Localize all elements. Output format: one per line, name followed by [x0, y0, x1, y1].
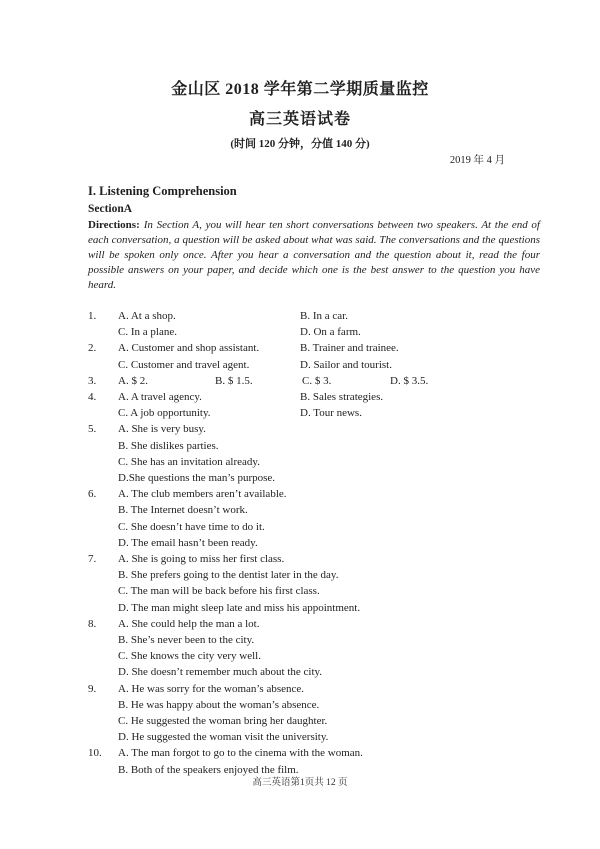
option-line: [118, 583, 540, 599]
answer-option: C. She has an invitation already.: [118, 455, 260, 468]
exam-subtitle: 高三英语试卷: [248, 111, 351, 128]
question-number: 7.: [88, 553, 97, 566]
question-row: [88, 308, 540, 340]
option-line: [118, 486, 540, 502]
exam-date: 2019 年 4 月: [449, 155, 505, 166]
option-line: [118, 438, 540, 454]
question-row: [88, 486, 540, 551]
answer-option: B. Trainer and trainee.: [300, 342, 399, 355]
question-number: 8.: [88, 617, 97, 630]
option-line: [118, 519, 540, 535]
question-row: [88, 373, 540, 389]
answer-option: A. She is going to miss her first class.: [118, 553, 285, 566]
answer-option: A. She is very busy.: [118, 423, 206, 436]
question-options: [118, 486, 540, 551]
option-line: [118, 697, 540, 713]
option-line: [118, 729, 540, 745]
answer-option: D. The man might sleep late and miss his appointment.: [118, 601, 361, 614]
section-heading: I. Listening Comprehension: [88, 184, 237, 198]
option-line: [118, 600, 540, 616]
answer-option: A. He was sorry for the woman’s absence.: [118, 682, 305, 695]
answer-option: C. He suggested the woman bring her daughter.: [118, 715, 328, 728]
answer-option: C. She knows the city very well.: [118, 650, 261, 663]
question-options: [118, 340, 540, 372]
option-line: [118, 308, 540, 324]
answer-option: A. A travel agency.: [118, 391, 202, 404]
answer-option: A. The man forgot to go to the cinema with the woman.: [118, 747, 363, 760]
option-line: [118, 502, 540, 518]
question-row: [88, 616, 540, 681]
answer-option: C. A job opportunity.: [118, 407, 211, 420]
answer-option: C. $ 3.: [302, 374, 332, 387]
option-line: [118, 713, 540, 729]
answer-option: A. She could help the man a lot.: [118, 617, 260, 630]
answer-option: D. He suggested the woman visit the university.: [118, 731, 329, 744]
option-line: [118, 745, 540, 761]
answer-option: B. Sales strategies.: [300, 391, 384, 404]
answer-option: B. $ 1.5.: [215, 374, 253, 387]
answer-option: D. She doesn’t remember much about the city.: [118, 666, 323, 679]
question-options: [118, 551, 540, 616]
answer-option: B. She dislikes parties.: [118, 439, 219, 452]
option-line: [118, 535, 540, 551]
answer-option: B. Both of the speakers enjoyed the film.: [118, 763, 299, 776]
question-row: [88, 389, 540, 421]
answer-option: A. Customer and shop assistant.: [118, 342, 260, 355]
option-line: [118, 681, 540, 697]
option-line: [118, 389, 540, 405]
answer-option: D. On a farm.: [300, 326, 361, 339]
exam-title: 金山区 2018 学年第二学期质量监控: [171, 81, 429, 98]
answer-option: D. Tour news.: [300, 407, 362, 420]
question-options: [118, 616, 540, 681]
question-options: [118, 373, 540, 389]
answer-option: C. The man will be back before his first class.: [118, 585, 320, 598]
question-number: 3.: [88, 374, 97, 387]
question-number: 1.: [88, 310, 97, 322]
answer-option: B. She’s never been to the city.: [118, 634, 255, 647]
answer-option: A. $ 2.: [118, 374, 148, 387]
question-number: 6.: [88, 488, 97, 501]
option-line: [118, 632, 540, 648]
option-line: [118, 357, 540, 373]
directions-text: In Section A, you will hear ten short conversations between two speakers. At the end of each conversation, a question will be asked about what was said. The conversations and the questions will be spoken only once. After you hear a conversation and the question about it, read the four possible answers on your paper, and decide which one is the best answer to the question you have heard.: [88, 219, 540, 291]
page-footer: 高三英语第1页共 12 页: [252, 778, 348, 788]
option-line: [118, 551, 540, 567]
question-row: [88, 681, 540, 746]
answer-option: D. $ 3.5.: [390, 374, 429, 387]
directions-label: Directions:: [88, 219, 140, 231]
option-line: [118, 405, 540, 421]
option-line: [118, 567, 540, 583]
answer-option: C. She doesn’t have time to do it.: [118, 520, 265, 533]
option-line: [118, 648, 540, 664]
answer-option: B. He was happy about the woman’s absence.: [118, 698, 320, 711]
option-line: [118, 470, 540, 486]
option-line: [118, 373, 540, 389]
option-line: [118, 421, 540, 437]
question-row: [88, 340, 540, 372]
section-subheading: SectionA: [88, 203, 133, 215]
answer-option: B. In a car.: [300, 310, 348, 322]
question-options: [118, 421, 540, 486]
answer-option: D.She questions the man’s purpose.: [118, 472, 276, 485]
option-line: [118, 454, 540, 470]
option-line: [118, 616, 540, 632]
answer-option: A. At a shop.: [118, 310, 176, 322]
answer-option: C. In a plane.: [118, 326, 177, 339]
question-options: [118, 681, 540, 746]
option-line: [118, 324, 540, 340]
answer-option: B. The Internet doesn’t work.: [118, 504, 248, 517]
question-row: [88, 421, 540, 486]
question-options: [118, 389, 540, 421]
questions-list: [88, 308, 540, 778]
option-line: [118, 340, 540, 356]
question-options: [118, 308, 540, 340]
answer-option: A. The club members aren’t available.: [118, 488, 287, 501]
option-line: [118, 664, 540, 680]
answer-option: D. The email hasn’t been ready.: [118, 536, 258, 549]
question-number: 5.: [88, 423, 97, 436]
answer-option: B. She prefers going to the dentist later in the day.: [118, 569, 339, 582]
question-row: [88, 551, 540, 616]
exam-content: [88, 184, 540, 778]
question-number: 2.: [88, 342, 97, 355]
question-number: 4.: [88, 391, 97, 404]
question-number: 9.: [88, 682, 97, 695]
directions-paragraph: [88, 218, 540, 293]
exam-duration-score: (时间 120 分钟，分值 140 分): [230, 138, 370, 150]
question-number: 10.: [88, 747, 102, 760]
answer-option: C. Customer and travel agent.: [118, 358, 250, 371]
answer-option: D. Sailor and tourist.: [300, 358, 392, 371]
